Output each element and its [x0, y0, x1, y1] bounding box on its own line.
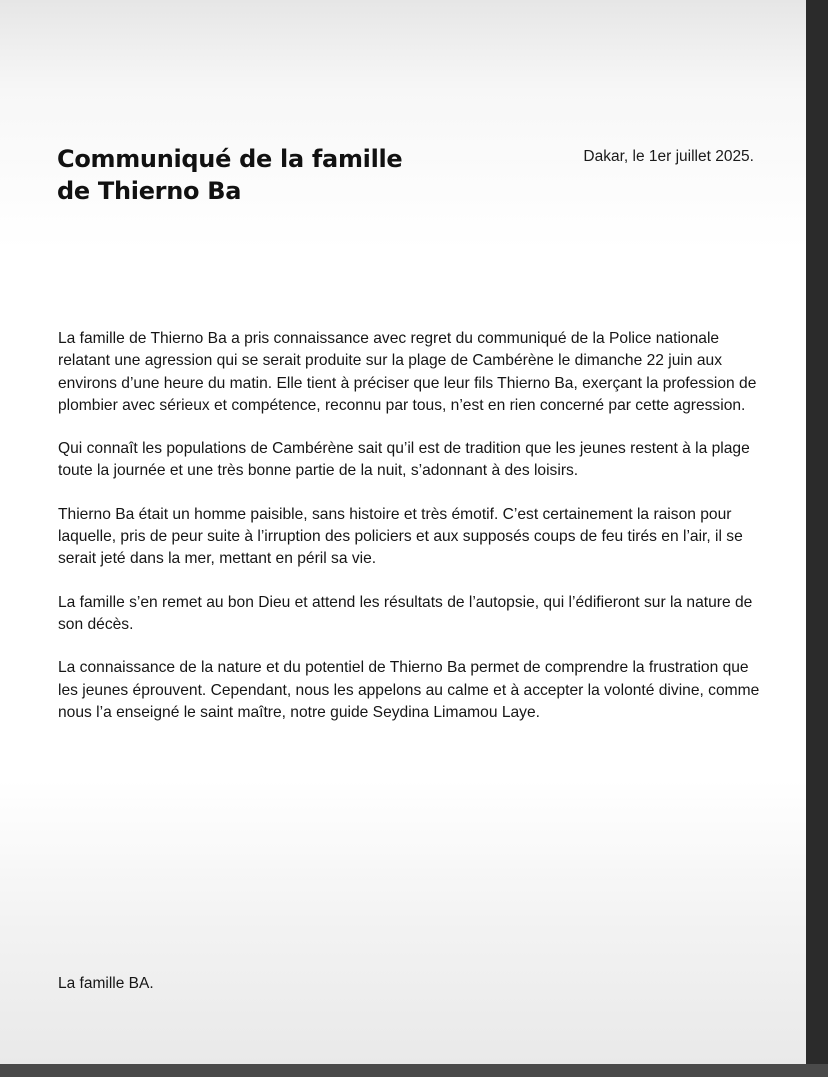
bottom-border: [0, 1064, 828, 1077]
document-date: Dakar, le 1er juillet 2025.: [583, 148, 754, 165]
paragraph: Qui connaît les populations de Cambérène sait qu’il est de tradition que les jeunes restent à la plage toute la journée et une très bonne partie de la nuit, s’adonnant à des loisirs.: [58, 440, 750, 480]
document-title: Communiqué de la famille de Thierno Ba: [57, 145, 403, 205]
paragraph: Thierno Ba était un homme paisible, sans histoire et très émotif. C’est certainement la raison pour laquelle, pris de peur suite à l’irruption des policiers et aux supposés coups de feu tirés en l’air, il se serait jeté dans la mer, mettant en péril sa vie.: [58, 505, 743, 568]
paragraph: La famille s’en remet au bon Dieu et attend les résultats de l’autopsie, qui l’édifieront sur la nature de son décès.: [58, 593, 753, 633]
document-body: [58, 328, 762, 745]
paragraph: La connaissance de la nature et du potentiel de Thierno Ba permet de comprendre la frustration que les jeunes éprouvent. Cependant, nous les appelons au calme et à accepter la volonté divine, comme nous l’a enseigné le saint maître, notre guide Seydina Limamou Laye.: [58, 659, 760, 721]
signature: La famille BA.: [58, 975, 154, 992]
paragraph: La famille de Thierno Ba a pris connaissance avec regret du communiqué de la Police nationale relatant une agression qui se serait produite sur la plage de Cambérène le dimanche 22 juin aux environs d’une heure du matin. Elle tient à préciser que leur fils Thierno Ba, exerçant la profession de plombier avec sérieux et compétence, reconnu par tous, n’est en rien concerné par cette agression.: [58, 330, 757, 414]
